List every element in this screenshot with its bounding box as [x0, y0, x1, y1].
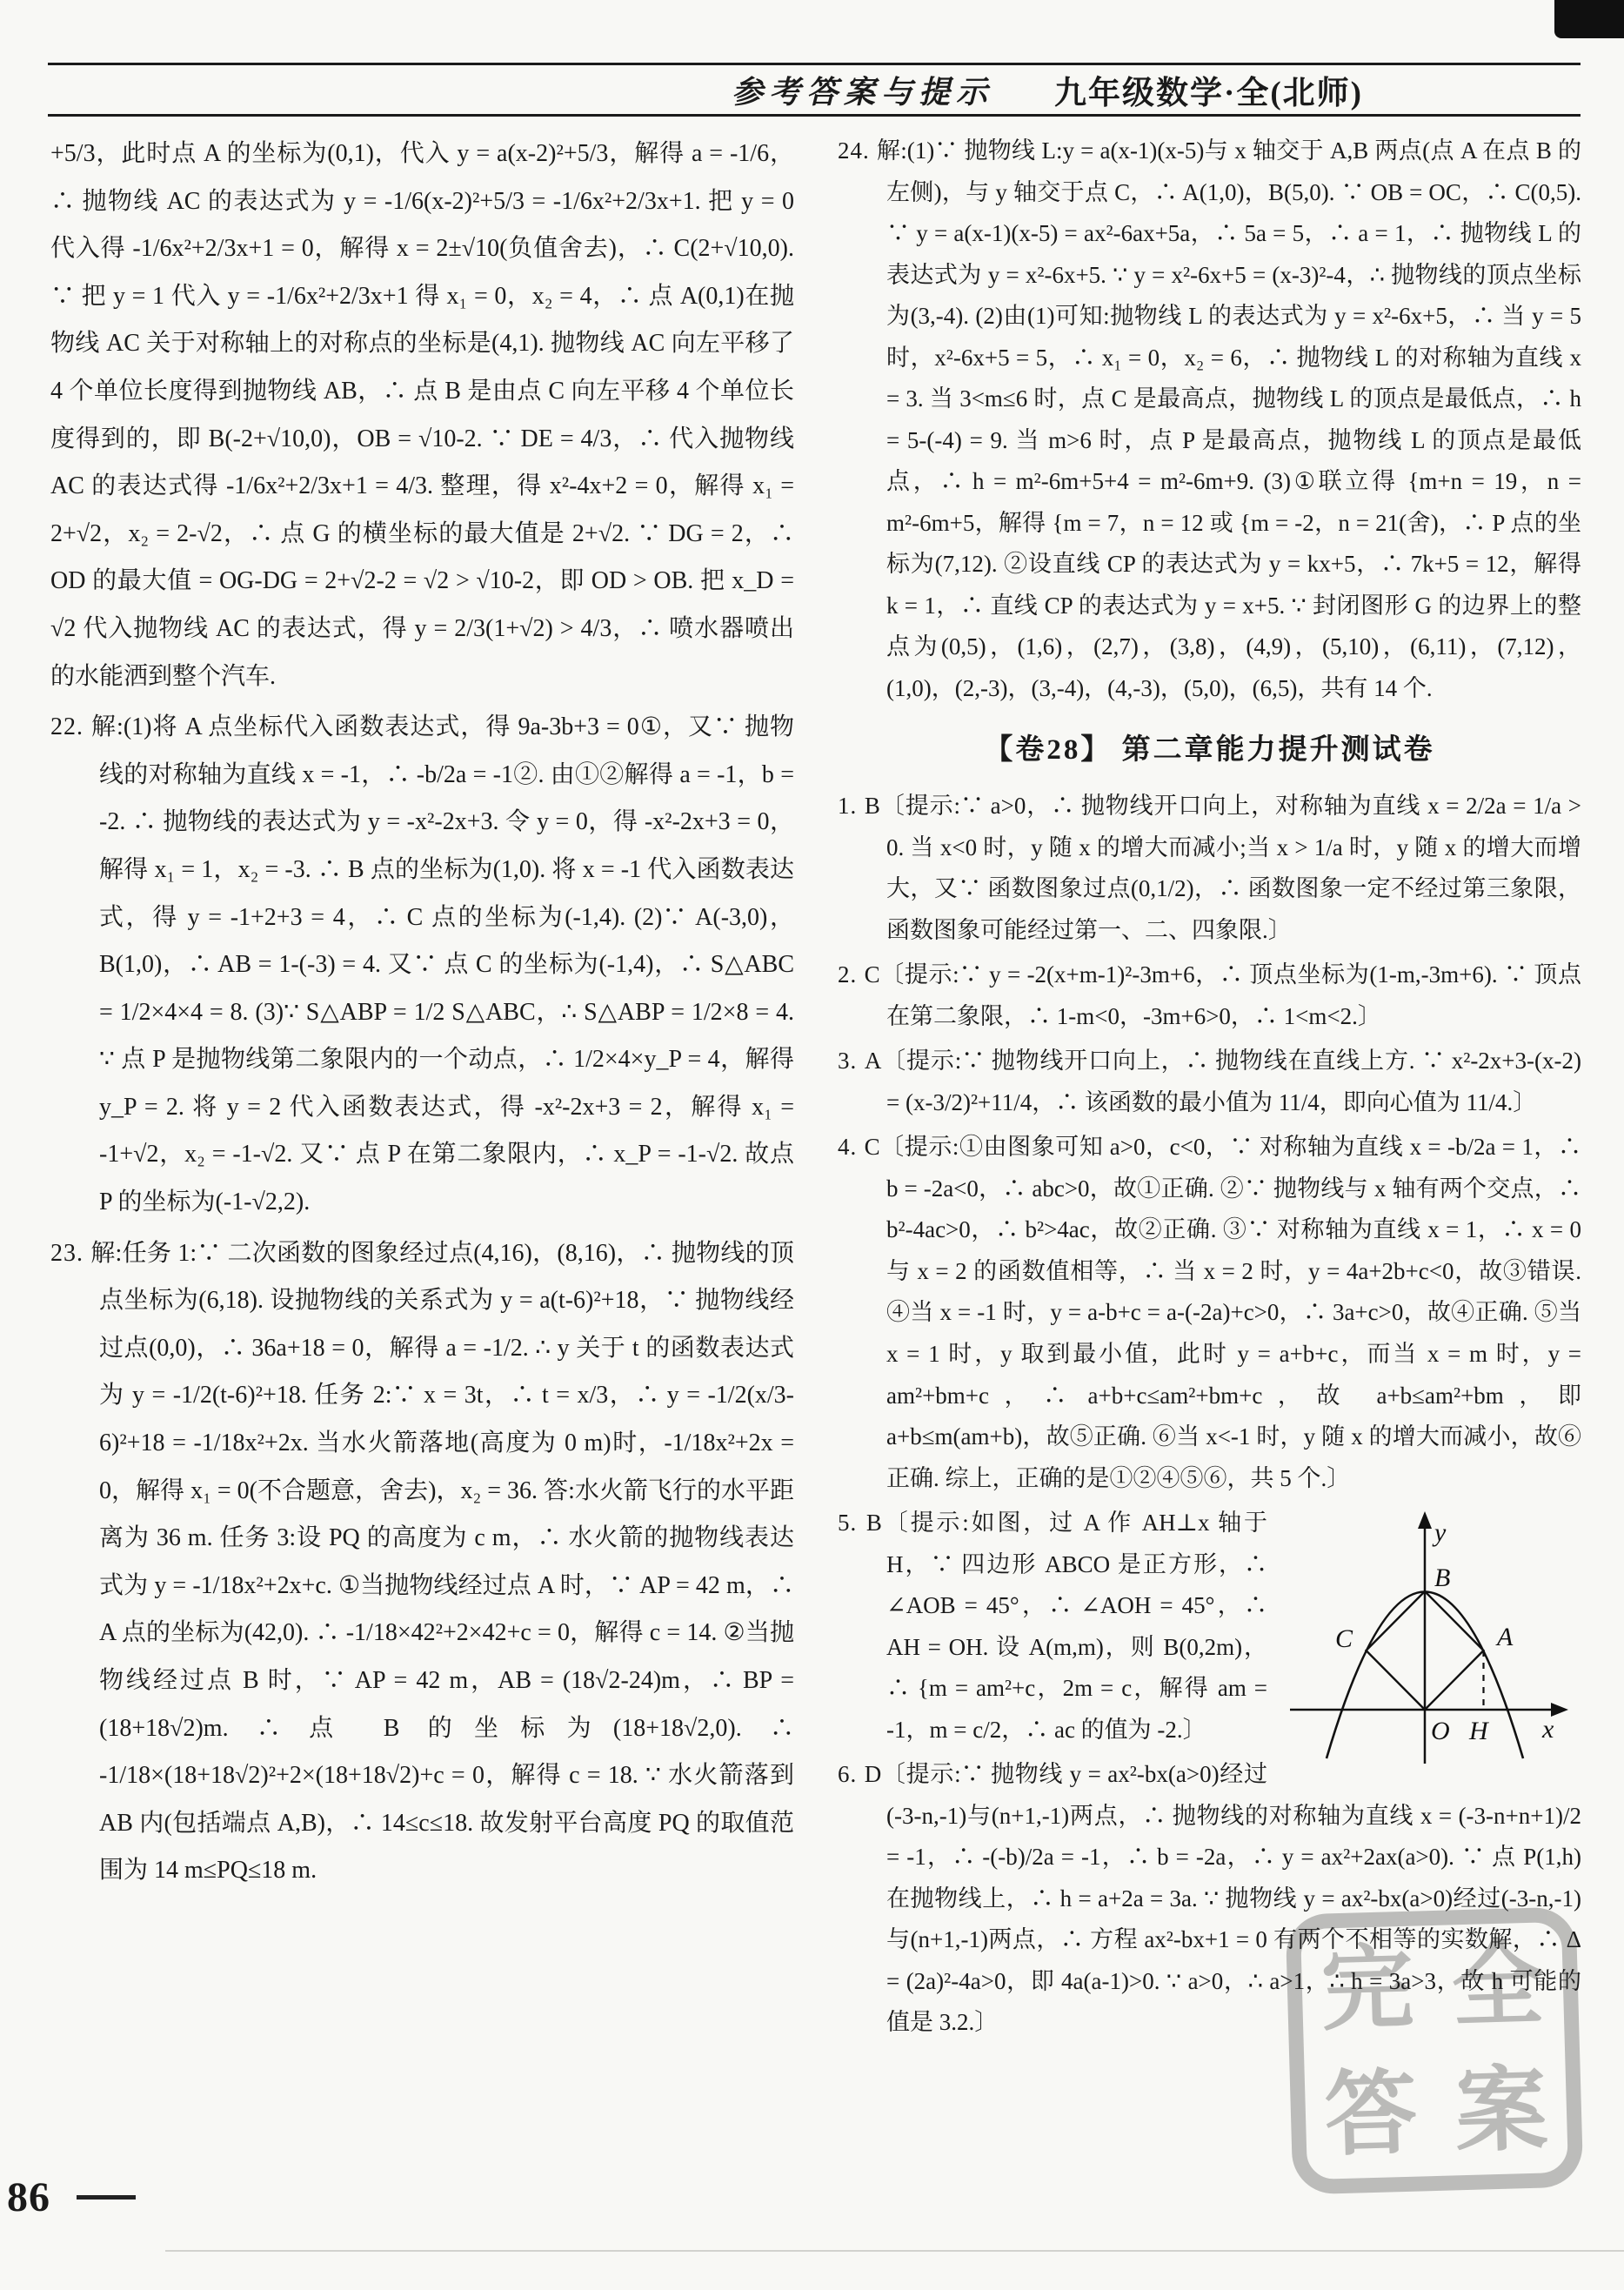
answer-item-23: 23. 解:任务 1:∵ 二次函数的图象经过点(4,16)，(8,16)，∴ 抛物线的顶点坐标为(6,18). 设抛物线的关系式为 y = a(t-6)²+18，∵ 抛物线经过点(0,0)，∴ 36a+18 = 0，解得 a = -1/2. ∴ y 关于 t 的函数表达式为 y = -1/2(t-6)²+18. 任务 2:∵ x = 3t，∴ t = x/3，∴ y = -1/2(x/3-6)²+18 = -1/18x²+2x. 当水火箭落地(高度为 0 m)时，-1/18x²+2x = 0，解得 x₁ = 0(不合题意，舍去)，x₂ = 36. 答:水火箭飞行的水平距离为 36 m. 任务 3:设 PQ 的高度为 c m，∴ 水火箭的抛物线表达式为 y = -1/18x²+2x+c. ①当抛物线经过点 A 时，∵ AP = 42 m，∴ A 点的坐标为(42,0). ∴ -1/18×42²+2×42+c = 0，解得 c = 14. ②当抛物线经过点 B 时，∵ AP = 42 m，AB = (18√2-24)m，∴ BP = (18+18√2)m. ∴ 点 B 的坐标为(18+18√2,0). ∴ -1/18×(18+18√2)²+2×(18+18√2)+c = 0，解得 c = 18. ∵ 水火箭落到 AB 内(包括端点 A,B)，∴ 14≤c≤18. 故发射平台高度 PQ 的取值范围为 14 m≤PQ≤18 m.: [50, 1239, 795, 1885]
stamp-char: 答: [1323, 2062, 1419, 2167]
parabola-square-figure: [1281, 1508, 1581, 1773]
answer-item-6: 6. D〔提示:∵ 抛物线 y = ax²-bx(a>0)经过(-3-n,-1)与(n+1,-1)两点，∴ 抛物线的对称轴为直线 x = (-3-n+n+1)/2 = -1，∴ -(-b)/2a = -1，∴ b = -2a，∴ y = ax²+2ax(a>0). ∵ 点 P(1,h)在抛物线上，∴ h = a+2a = 3a. ∵ 抛物线 y = ax²-bx(a>0)经过(-3-n,-1)与(n+1,-1)两点，∴ 方程 ax²-bx+1 = 0 有两个不相等的实数解，∴ Δ = (2a)²-4a>0，即 4a(a-1)>0. ∵ a>0，∴ a>1，∴ h = 3a>3，故 h 可能的值是 3.2.〕: [838, 1761, 1581, 2036]
figure-label-A: A: [1497, 1623, 1514, 1652]
figure-label-C: C: [1335, 1624, 1353, 1654]
figure-label-y: y: [1434, 1518, 1447, 1548]
item-number: 2.: [838, 961, 865, 988]
page-number: 86: [7, 2174, 50, 2220]
coordinate-figure: [1281, 1508, 1581, 1773]
figure-label-H: H: [1469, 1717, 1488, 1746]
item-number: 1.: [838, 793, 865, 820]
bottom-rule: [165, 2250, 1624, 2252]
answer-item-2: 2. C〔提示:∵ y = -2(x+m-1)²-3m+6，∴ 顶点坐标为(1-m,-3m+6). ∵ 顶点在第二象限，∴ 1-m<0，-3m+6>0，∴ 1<m<2.〕: [838, 961, 1581, 1029]
content-columns: [50, 131, 1581, 2229]
item-number: 5.: [838, 1510, 866, 1537]
left-column: [50, 131, 794, 2229]
figure-label-x: x: [1542, 1715, 1554, 1744]
section-heading: 【卷28】 第二章能力提升测试卷: [984, 734, 1435, 767]
answer-item-22: 22. 解:(1)将 A 点坐标代入函数表达式，得 9a-3b+3 = 0①，又∵ 抛物线的对称轴为直线 x = -1，∴ -b/2a = -1②. 由①②解得 a = -1，b = -2. ∴ 抛物线的表达式为 y = -x²-2x+3. 令 y = 0，得 -x²-2x+3 = 0，解得 x₁ = 1，x₂ = -3. ∴ B 点的坐标为(1,0). 将 x = -1 代入函数表达式，得 y = -1+2+3 = 4，∴ C 点的坐标为(-1,4). (2)∵ A(-3,0)，B(1,0)，∴ AB = 1-(-3) = 4. 又∵ 点 C 的坐标为(-1,4)，∴ S△ABC = 1/2×4×4 = 8. (3)∵ S△ABP = 1/2 S△ABC，∴ S△ABP = 1/2×8 = 4. ∵ 点 P 是抛物线第二象限内的一个动点，∴ 1/2×4×y_P = 4，解得 y_P = 2. 将 y = 2 代入函数表达式，得 -x²-2x+3 = 2，解得 x₁ = -1+√2，x₂ = -1-√2. 又∵ 点 P 在第二象限内，∴ x_P = -1-√2. 故点 P 的坐标为(-1-√2,2).: [50, 713, 795, 1216]
stamp-char: 完: [1320, 1937, 1415, 2042]
page-header-right-title: 九年级数学·全(北师): [1054, 76, 1363, 111]
figure-label-O: O: [1431, 1717, 1450, 1746]
item-number: 24.: [838, 137, 877, 164]
page-header-left-title: 参考答案与提示: [732, 74, 994, 110]
stamp-char: 全: [1450, 1933, 1546, 2039]
item-number: 22.: [50, 713, 92, 741]
item-number: 3.: [838, 1048, 865, 1075]
page-header: [48, 63, 1581, 117]
stamp-char: 案: [1454, 2059, 1549, 2164]
answer-item-4: 4. C〔提示:①由图象可知 a>0，c<0，∵ 对称轴为直线 x = -b/2a = 1，∴ b = -2a<0，∴ abc>0，故①正确. ②∵ 抛物线与 x 轴有两个交点，∴ b²-4ac>0，∴ b²>4ac，故②正确. ③∵ 对称轴为直线 x = 1，∴ x = 0 与 x = 2 的函数值相等，∴ 当 x = 2 时，y = 4a+2b+c<0，故③错误. ④当 x = -1 时，y = a-b+c = a-(-2a)+c>0，∴ 3a+c>0，故④正确. ⑤当 x = 1 时，y 取到最小值，此时 y = a+b+c，而当 x = m 时，y = am²+bm+c，∴ a+b+c≤am²+bm+c，故 a+b≤am²+bm，即 a+b≤m(am+b)，故⑤正确. ⑥当 x<-1 时，y 随 x 的增大而减小，故⑥正确. 综上，正确的是①②④⑤⑥，共 5 个.〕: [838, 1134, 1581, 1491]
right-column: [838, 131, 1581, 2229]
answer-item-24: 24. 解:(1)∵ 抛物线 L:y = a(x-1)(x-5)与 x 轴交于 A,B 两点(点 A 在点 B 的左侧)，与 y 轴交于点 C，∴ A(1,0)，B(5,0). ∵ OB = OC，∴ C(0,5). ∵ y = a(x-1)(x-5) = ax²-6ax+5a，∴ 5a = 5，∴ a = 1，∴ 抛物线 L 的表达式为 y = x²-6x+5. ∵ y = x²-6x+5 = (x-3)²-4，∴ 抛物线的顶点坐标为(3,-4). (2)由(1)可知:抛物线 L 的表达式为 y = x²-6x+5，∴ 当 y = 5 时，x²-6x+5 = 5，∴ x₁ = 0，x₂ = 6，∴ 抛物线 L 的对称轴为直线 x = 3. 当 3<m≤6 时，点 C 是最高点，抛物线 L 的顶点是最低点，∴ h = 5-(-4) = 9. 当 m>6 时，点 P 是最高点，抛物线 L 的顶点是最低点，∴ h = m²-6m+5+4 = m²-6m+9. (3)①联立得 {m+n = 19，n = m²-6m+5，解得 {m = 7，n = 12 或 {m = -2，n = 21(舍)，∴ P 点的坐标为(7,12). ②设直线 CP 的表达式为 y = kx+5，∴ 7k+5 = 12，解得 k = 1，∴ 直线 CP 的表达式为 y = x+5. ∵ 封闭图形 G 的边界上的整点为(0,5)，(1,6)，(2,7)，(3,8)，(4,9)，(5,10)，(6,11)，(7,12)，(1,0)，(2,-3)，(3,-4)，(4,-3)，(5,0)，(6,5)，共有 14 个.: [838, 137, 1582, 701]
page-footer: [7, 2173, 136, 2221]
item-number: 6.: [838, 1761, 865, 1788]
corner-tab: [1554, 0, 1624, 38]
figure-label-B: B: [1434, 1563, 1451, 1593]
answer-item-5: y B C A O H x 5. B〔提示:如图，过 A 作 AH⊥x 轴于 H，∵ 四边形 ABCO 是正方形，∴ ∠AOB = 45°，∴ ∠AOH = 45°，∴ AH = OH. 设 A(m,m)，则 B(0,2m)，∴ {m = am²+c，2m = c，解得 am = -1，m = c/2，∴ ac 的值为 -2.〕: [838, 1503, 1581, 1751]
answer-item-3: 3. A〔提示:∵ 抛物线开口向上，∴ 抛物线在直线上方. ∵ x²-2x+3-(x-2) = (x-3/2)²+11/4，∴ 该函数的最小值为 11/4，即向心值为 11/4.〕: [838, 1048, 1582, 1115]
answer-item-1: 1. B〔提示:∵ a>0，∴ 抛物线开口向上，对称轴为直线 x = 2/2a = 1/a > 0. 当 x<0 时，y 随 x 的增大而减小;当 x > 1/a 时，y 随 x 的增大而增大，又∵ 函数图象过点(0,1/2)，∴ 函数图象一定不经过第三象限，函数图象可能经过第一、二、四象限.〕: [838, 793, 1582, 943]
item-number: 4.: [838, 1134, 865, 1161]
y-axis-arrow-icon: [1418, 1511, 1432, 1529]
item-number: 23.: [50, 1239, 91, 1267]
continuation-paragraph: +5/3，此时点 A 的坐标为(0,1)，代入 y = a(x-2)²+5/3，解得 a = -1/6，∴ 抛物线 AC 的表达式为 y = -1/6(x-2)²+5/3 = -1/6x²+2/3x+1. 把 y = 0 代入得 -1/6x²+2/3x+1 = 0，解得 x = 2±√10(负值舍去)，∴ C(2+√10,0). ∵ 把 y = 1 代入 y = -1/6x²+2/3x+1 得 x₁ = 0，x₂ = 4，∴ 点 A(0,1)在抛物线 AC 关于对称轴上的对称点的坐标是(4,1). 抛物线 AC 向左平移了 4 个单位长度得到抛物线 AB，∴ 点 B 是由点 C 向左平移 4 个单位长度得到的，即 B(-2+√10,0)，OB = √10-2. ∵ DE = 4/3，∴ 代入抛物线 AC 的表达式得 -1/6x²+2/3x+1 = 4/3. 整理，得 x²-4x+2 = 0，解得 x₁ = 2+√2，x₂ = 2-√2，∴ 点 G 的横坐标的最大值是 2+√2. ∵ DG = 2，∴ OD 的最大值 = OG-DG = 2+√2-2 = √2 > √10-2，即 OD > OB. 把 x_D = √2 代入抛物线 AC 的表达式，得 y = 2/3(1+√2) > 4/3，∴ 喷水器喷出的水能洒到整个汽车.: [50, 140, 795, 690]
page-number-dash: [77, 2195, 136, 2200]
